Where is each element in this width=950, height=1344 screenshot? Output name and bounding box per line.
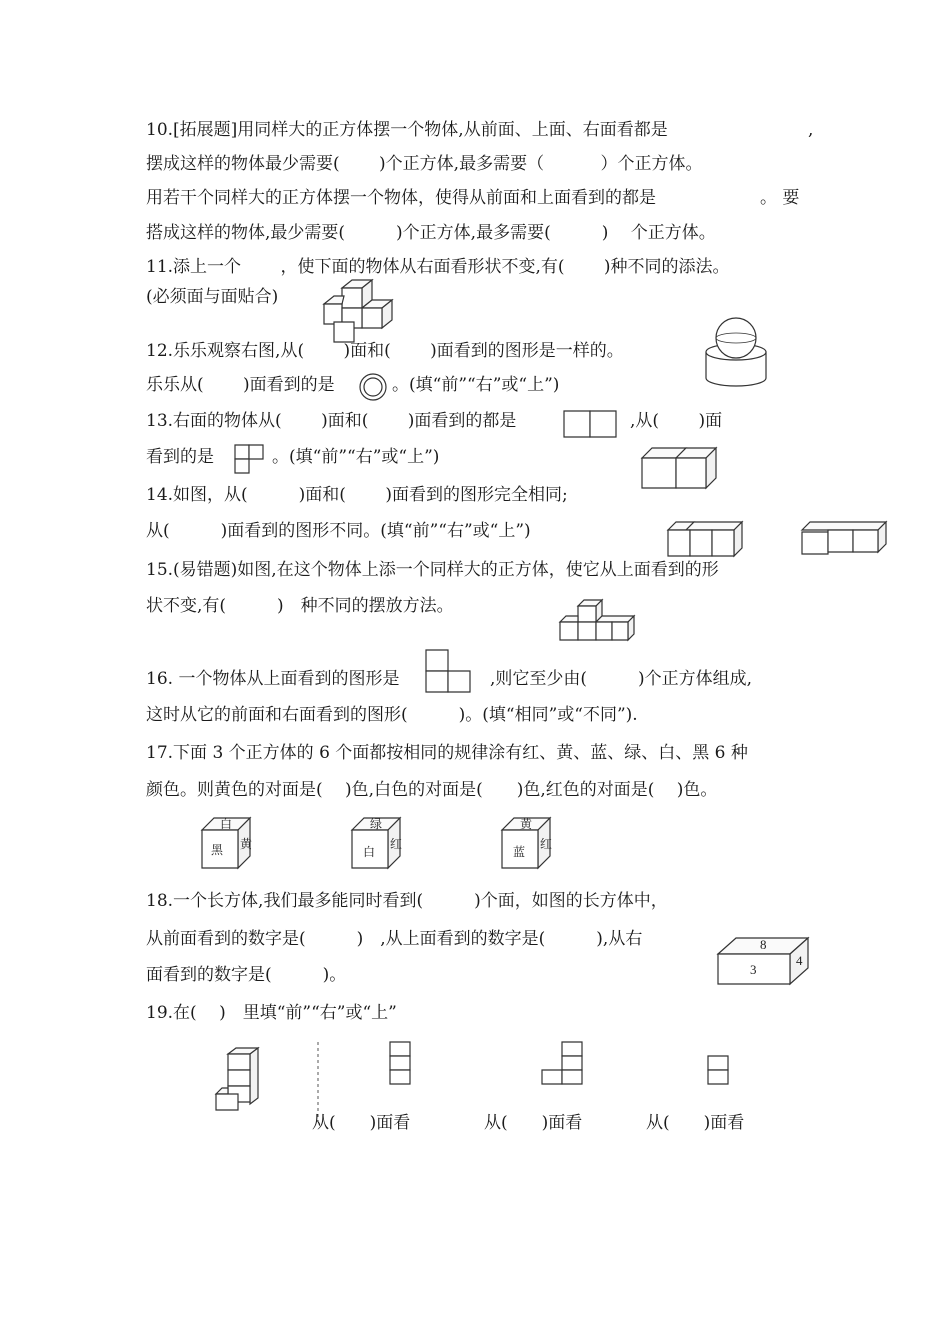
q10-line3-end: 。 要 <box>760 188 800 208</box>
q13-line2 <box>146 446 214 468</box>
concentric-circle-view <box>358 372 388 402</box>
q14-line1: 14.如图，从( )面和( )面看到的图形完全相同; <box>146 485 568 505</box>
q13-line1-text: 13.右面的物体从( )面和( )面看到的都是 <box>146 411 517 431</box>
q17-line1: 17.下面 3 个正方体的 6 个面都按相同的规律涂有红、黄、蓝、绿、白、黑 6 种 <box>146 743 748 763</box>
q19-view-1 <box>388 1040 412 1088</box>
q10-line3: 用若干个同样大的正方体摆一个物体，使得从前面和上面看到的都是 <box>146 188 656 208</box>
q19-view-2 <box>540 1040 584 1088</box>
cube3-front-label: 蓝 <box>513 845 526 859</box>
cuboid-front-number: 3 <box>750 962 757 977</box>
q19-answer-1: 从( )面看 <box>312 1113 411 1133</box>
color-cube-2 <box>350 816 410 870</box>
q13-line1-end: ,从( )面 <box>630 411 723 431</box>
q12-line2-text: 乐乐从( )面看到的是 <box>146 375 335 395</box>
q19-line1: 19.在( ) 里填“前”“右”或“上” <box>146 1003 397 1023</box>
q10-line1 <box>146 119 668 141</box>
q18-line1: 18.一个长方体,我们最多能同时看到( )个面，如图的长方体中， <box>146 891 668 911</box>
q13-line2-end: 。(填“前”“右”或“上”) <box>272 447 440 467</box>
q11-cube-figure <box>320 276 400 344</box>
cuboid-right-number: 4 <box>796 953 803 968</box>
q10-line4: 搭成这样的物体,最少需要( )个正方体,最多需要( ) 个正方体。 <box>146 223 716 243</box>
q10-line1-text: 10.[拓展题]用同样大的正方体摆一个物体,从前面、上面、右面看都是 <box>146 120 668 140</box>
cube1-top-label: 白 <box>220 817 233 831</box>
q10-line2: 摆成这样的物体最少需要( )个正方体,最多需要（ ）个正方体。 <box>146 154 703 174</box>
q11-line1: 11.添上一个 ，使下面的物体从右面看形状不变,有( )种不同的添法。 <box>146 257 730 277</box>
q16-line1-text: 16. 一个物体从上面看到的图形是 <box>146 669 400 689</box>
q15-line2: 状不变,有( ) 种不同的摆放方法。 <box>146 596 454 616</box>
q16-line1 <box>146 668 399 690</box>
q15-line1: 15.(易错题)如图,在这个物体上添一个同样大的正方体，使它从上面看到的形 <box>146 560 719 580</box>
q13-line1 <box>146 410 516 432</box>
q13-cube-figure <box>640 444 720 490</box>
sphere-on-cylinder-figure <box>702 316 770 390</box>
q14-cube-figure-a <box>666 518 746 558</box>
color-cube-1 <box>200 816 260 870</box>
q19-view-3 <box>706 1054 732 1088</box>
q16-line2: 这时从它的前面和右面看到的图形( )。(填“相同”或“不同”). <box>146 705 638 725</box>
q16-top-view <box>424 648 474 694</box>
two-square-view <box>563 410 617 438</box>
cube1-front-label: 黑 <box>211 843 224 857</box>
cube3-top-label: 黄 <box>520 817 533 831</box>
q13-line2-text: 看到的是 <box>146 447 214 467</box>
l-shape-view <box>234 444 266 474</box>
cuboid-figure <box>716 934 812 988</box>
q10-line1-comma: , <box>808 120 814 140</box>
cube2-front-label: 白 <box>363 845 376 859</box>
q12-line2-end: 。(填“前”“右”或“上”) <box>392 375 560 395</box>
q19-answer-3: 从( )面看 <box>646 1113 745 1133</box>
q17-line2: 颜色。则黄色的对面是( )色,白色的对面是( )色,红色的对面是( )色。 <box>146 780 718 800</box>
cube2-top-label: 绿 <box>370 817 383 831</box>
q19-answer-2: 从( )面看 <box>484 1113 583 1133</box>
q18-line2: 从前面看到的数字是( ) ,从上面看到的数字是( ),从右 <box>146 929 643 949</box>
cube3-right-label: 红 <box>540 837 553 851</box>
q15-cube-figure <box>558 596 638 644</box>
q19-cube-figure <box>214 1046 264 1112</box>
cube1-right-label: 黄 <box>240 837 253 851</box>
color-cube-3 <box>500 816 560 870</box>
cube2-right-label: 红 <box>390 837 403 851</box>
q18-line3: 面看到的数字是( )。 <box>146 965 347 985</box>
cuboid-top-number: 8 <box>760 937 767 952</box>
q12-line1: 12.乐乐观察右图,从( )面和( )面看到的图形是一样的。 <box>146 341 624 361</box>
q14-cube-figure-b <box>800 518 888 558</box>
q16-line1-end: ,则它至少由( )个正方体组成, <box>490 669 753 689</box>
q14-line2: 从( )面看到的图形不同。(填“前”“右”或“上”) <box>146 521 531 541</box>
q11-line2: (必须面与面贴合) <box>146 287 279 307</box>
q12-line2 <box>146 374 335 396</box>
